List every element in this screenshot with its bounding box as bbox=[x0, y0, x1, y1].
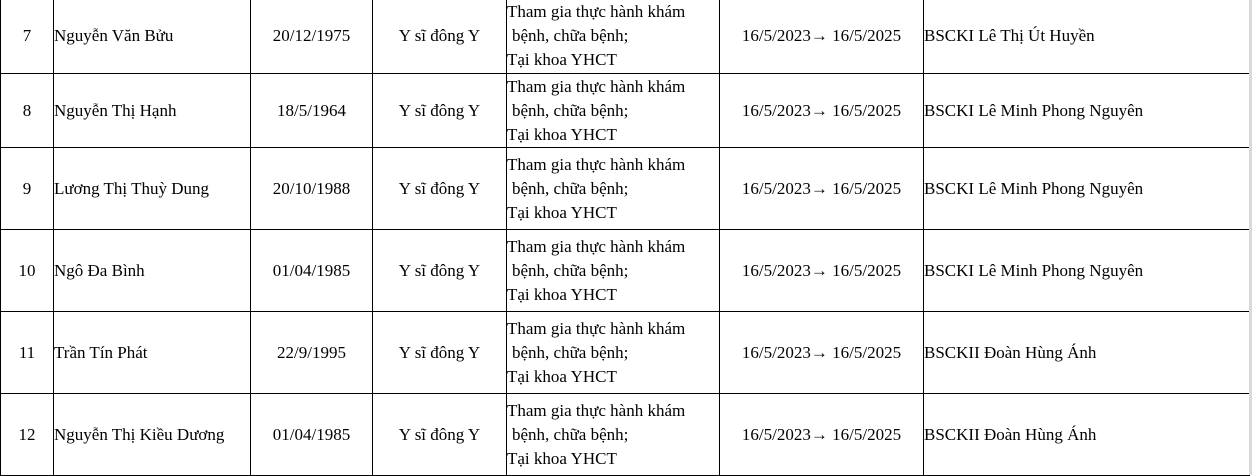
task-line: Tham gia thực hành khám bbox=[507, 1, 686, 21]
table-row bbox=[1, 394, 1250, 476]
supervisor-name: BSCKI Lê Minh Phong Nguyên bbox=[924, 74, 1250, 148]
practitioner-name: Nguyễn Thị Kiều Dương bbox=[54, 394, 251, 476]
practice-task bbox=[507, 148, 720, 230]
task-line: Tham gia thực hành khám bbox=[507, 154, 686, 174]
practice-task bbox=[507, 230, 720, 312]
supervisor-name: BSCKII Đoàn Hùng Ánh bbox=[924, 394, 1250, 476]
date-of-birth: 22/9/1995 bbox=[251, 312, 373, 394]
date-of-birth: 20/12/1975 bbox=[251, 0, 373, 74]
date-of-birth: 01/04/1985 bbox=[251, 394, 373, 476]
supervisor-name: BSCKI Lê Minh Phong Nguyên bbox=[924, 230, 1250, 312]
table-row bbox=[1, 0, 1250, 74]
table-row bbox=[1, 148, 1250, 230]
practice-period: 16/5/2023→ 16/5/2025 bbox=[720, 312, 924, 394]
task-line: bệnh, chữa bệnh; bbox=[512, 178, 629, 198]
date-of-birth: 18/5/1964 bbox=[251, 74, 373, 148]
practice-period: 16/5/2023→ 16/5/2025 bbox=[720, 74, 924, 148]
task-line: Tham gia thực hành khám bbox=[507, 236, 686, 256]
practitioner-name: Lương Thị Thuỳ Dung bbox=[54, 148, 251, 230]
practice-task bbox=[507, 394, 720, 476]
row-number: 12 bbox=[1, 394, 54, 476]
task-line: Tại khoa YHCT bbox=[507, 448, 617, 468]
professional-title: Y sĩ đông Y bbox=[373, 312, 507, 394]
supervisor-name: BSCKI Lê Thị Út Huyền bbox=[924, 0, 1250, 74]
supervisor-name: BSCKII Đoàn Hùng Ánh bbox=[924, 312, 1250, 394]
task-line: Tại khoa YHCT bbox=[507, 284, 617, 304]
practice-period: 16/5/2023→ 16/5/2025 bbox=[720, 230, 924, 312]
task-line: Tham gia thực hành khám bbox=[507, 76, 686, 96]
professional-title: Y sĩ đông Y bbox=[373, 230, 507, 312]
professional-title: Y sĩ đông Y bbox=[373, 148, 507, 230]
task-line: Tại khoa YHCT bbox=[507, 202, 617, 222]
practitioner-name: Ngô Đa Bình bbox=[54, 230, 251, 312]
professional-title: Y sĩ đông Y bbox=[373, 74, 507, 148]
task-line: bệnh, chữa bệnh; bbox=[512, 424, 629, 444]
task-line: bệnh, chữa bệnh; bbox=[512, 100, 629, 120]
practice-period: 16/5/2023→ 16/5/2025 bbox=[720, 0, 924, 74]
professional-title: Y sĩ đông Y bbox=[373, 0, 507, 74]
task-line: bệnh, chữa bệnh; bbox=[512, 342, 629, 362]
practitioner-name: Trần Tín Phát bbox=[54, 312, 251, 394]
task-line: Tham gia thực hành khám bbox=[507, 318, 686, 338]
task-line: bệnh, chữa bệnh; bbox=[512, 25, 629, 45]
row-number: 10 bbox=[1, 230, 54, 312]
task-line: Tại khoa YHCT bbox=[507, 366, 617, 386]
table-row bbox=[1, 74, 1250, 148]
practice-task bbox=[507, 74, 720, 148]
supervisor-name: BSCKI Lê Minh Phong Nguyên bbox=[924, 148, 1250, 230]
task-line: Tại khoa YHCT bbox=[507, 124, 617, 144]
practitioner-name: Nguyễn Thị Hạnh bbox=[54, 74, 251, 148]
date-of-birth: 20/10/1988 bbox=[251, 148, 373, 230]
table-row bbox=[1, 312, 1250, 394]
table-row bbox=[1, 230, 1250, 312]
task-line: Tham gia thực hành khám bbox=[507, 400, 686, 420]
row-number: 8 bbox=[1, 74, 54, 148]
task-line: bệnh, chữa bệnh; bbox=[512, 260, 629, 280]
practice-period: 16/5/2023→ 16/5/2025 bbox=[720, 394, 924, 476]
date-of-birth: 01/04/1985 bbox=[251, 230, 373, 312]
task-line: Tại khoa YHCT bbox=[507, 49, 617, 69]
professional-title: Y sĩ đông Y bbox=[373, 394, 507, 476]
row-number: 7 bbox=[1, 0, 54, 74]
practice-task bbox=[507, 0, 720, 74]
practice-period: 16/5/2023→ 16/5/2025 bbox=[720, 148, 924, 230]
practitioner-name: Nguyễn Văn Bửu bbox=[54, 0, 251, 74]
row-number: 11 bbox=[1, 312, 54, 394]
practice-task bbox=[507, 312, 720, 394]
row-number: 9 bbox=[1, 148, 54, 230]
